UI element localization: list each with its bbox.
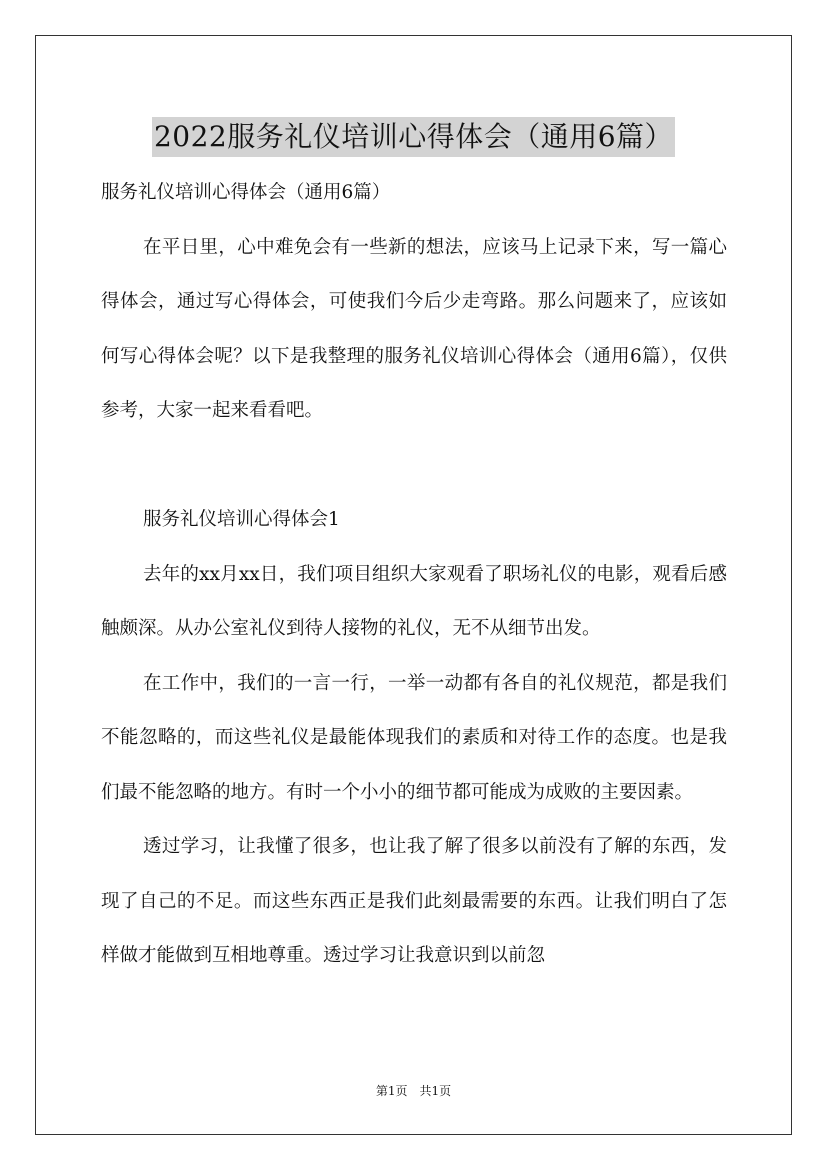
section-heading: 服务礼仪培训心得体会1 [143,509,340,530]
document-body [101,166,727,984]
body-paragraph: 在工作中，我们的一言一行，一举一动都有各自的礼仪规范，都是我们不能忽略的，而这些礼仪是最能体现我们的素质和对待工作的态度。也是我们最不能忽略的地方。有时一个小小的细节都可能成为成败的主要因素。 [101,672,727,803]
document-subtitle: 服务礼仪培训心得体会（通用6篇） [101,182,391,203]
page-number: 第1页 共1页 [375,1084,452,1098]
intro-paragraph: 在平日里，心中难免会有一些新的想法，应该马上记录下来，写一篇心得体会，通过写心得体会，可使我们今后少走弯路。那么问题来了，应该如何写心得体会呢？以下是我整理的服务礼仪培训心得体会（通用6篇），仅供参考，大家一起来看看吧。 [101,236,727,421]
page-footer [0,1083,827,1099]
body-paragraph: 透过学习，让我懂了很多，也让我了解了很多以前没有了解的东西，发现了自己的不足。而这些东西正是我们此刻最需要的东西。让我们明白了怎样做才能做到互相地尊重。透过学习让我意识到以前忽 [101,836,727,966]
title-container [0,98,827,176]
document-title: 2022服务礼仪培训心得体会（通用6篇） [152,117,675,157]
body-paragraph: 去年的xx月xx日，我们项目组织大家观看了职场礼仪的电影，观看后感触颇深。从办公室礼仪到待人接物的礼仪，无不从细节出发。 [101,563,727,639]
blank-line [101,439,727,494]
